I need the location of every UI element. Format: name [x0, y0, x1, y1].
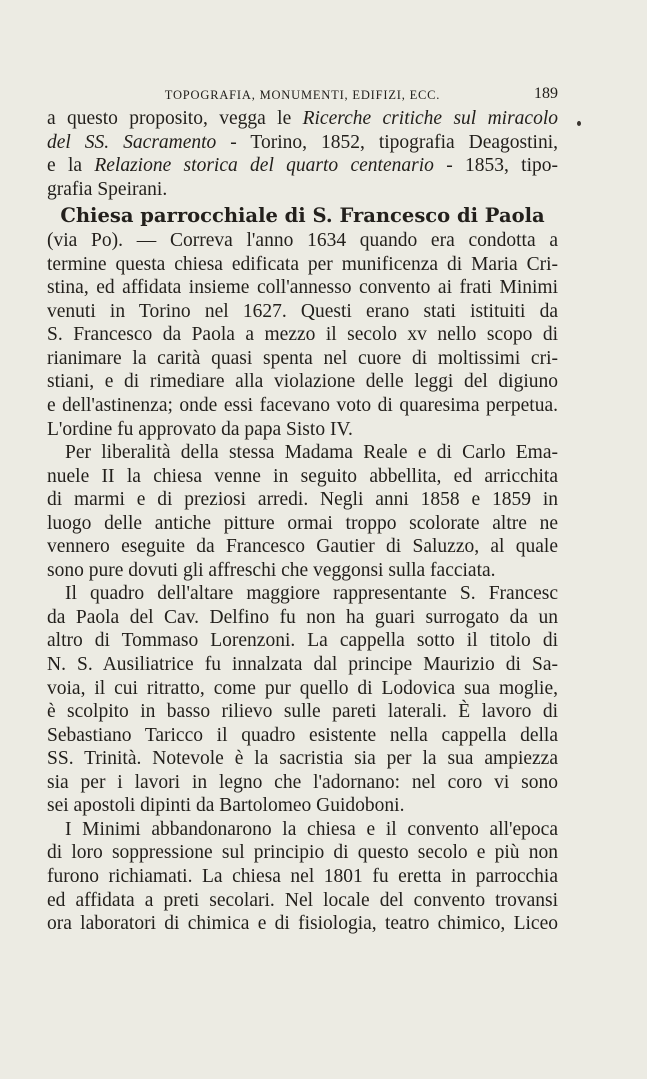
intro-line-3: e la Relazione storica del quarto centenario - 1853, tipo-	[47, 155, 558, 177]
section-line: stiani, e di rimediare alla violazione delle leggi del digiuno	[47, 371, 558, 393]
section-line: rianimare la carità quasi spenta nel cuore di moltissimi cri-	[47, 347, 558, 369]
paragraph-line: Per liberalità della stessa Madama Reale e di Carlo Ema-	[65, 442, 558, 464]
paragraph-line: Il quadro dell'altare maggiore rappresentante S. Francesc	[65, 583, 558, 605]
paragraph-line: di marmi e di preziosi arredi. Negli anni 1858 e 1859 in	[47, 489, 558, 511]
paragraph-line: sei apostoli dipinti da Bartolomeo Guidoboni.	[47, 795, 405, 817]
paragraph-line: da Paola del Cav. Delfino fu non ha guari surrogato da un	[47, 606, 558, 628]
paragraph-line: sia per i lavori in legno che l'adornano: nel coro vi sono	[47, 771, 558, 793]
body-text	[47, 107, 558, 936]
paragraph-line: N. S. Ausiliatrice fu innalzata dal principe Maurizio di Sa-	[47, 654, 558, 676]
intro-line-4: grafia Speirani.	[47, 178, 168, 200]
paragraph-line: altro di Tommaso Lorenzoni. La cappella sotto il titolo di	[47, 630, 558, 652]
paragraph-line: di loro soppressione sul principio di questo secolo e più non	[47, 842, 558, 864]
section-line: e dell'astinenza; onde essi facevano voto di quaresima perpetua.	[47, 395, 558, 417]
intro-line-2: del SS. Sacramento - Torino, 1852, tipografia Deagostini,	[47, 131, 558, 153]
paragraph-line: nuele II la chiesa venne in seguito abbellita, ed arricchita	[47, 465, 558, 487]
section-line: venuti in Torino nel 1627. Questi erano stati istituiti da	[47, 300, 558, 322]
paragraph-line: luogo delle antiche pitture ormai troppo scolorate altre ne	[47, 512, 558, 534]
section-heading: Chiesa parrocchiale di S. Francesco di Paola	[60, 204, 545, 228]
section-line: (via Po). — Correva l'anno 1634 quando era condotta a	[47, 230, 558, 252]
paragraph-line: è scolpito in basso rilievo sulle pareti laterali. È lavoro di	[47, 701, 558, 723]
paragraph-line: SS. Trinità. Notevole è la sacristia sia per la sua ampiezza	[47, 748, 558, 770]
running-title: TOPOGRAFIA, MONUMENTI, EDIFIZI, ECC.	[164, 88, 441, 102]
margin-speck	[577, 121, 581, 126]
paragraph-line: I Minimi abbandonarono la chiesa e il convento all'epoca	[65, 818, 558, 840]
section-line: termine questa chiesa edificata per munificenza di Maria Cri-	[47, 253, 558, 275]
intro-line-1: a questo proposito, vegga le Ricerche critiche sul miracolo	[47, 108, 558, 129]
section-line: S. Francesco da Paola a mezzo il secolo xv nello scopo di	[47, 324, 558, 346]
paragraph-line: voia, il cui ritratto, come pur quello di Lodovica sua moglie,	[47, 677, 558, 699]
paragraph-line: sono pure dovuti gli affreschi che veggonsi sulla facciata.	[47, 559, 496, 581]
paragraph-line: Sebastiano Taricco il quadro esistente nella cappella della	[47, 724, 558, 746]
page-number: 189	[534, 85, 558, 102]
paragraph-line: furono richiamati. La chiesa nel 1801 fu eretta in parrocchia	[47, 865, 558, 887]
page-header	[47, 85, 558, 107]
paragraph-line: vennero eseguite da Francesco Gautier di Saluzzo, al quale	[47, 536, 558, 558]
paragraph-line: ed affidata a preti secolari. Nel locale del convento trovansi	[47, 889, 558, 911]
section-line: stina, ed affidata insieme coll'annesso convento ai frati Minimi	[47, 277, 558, 299]
section-line: L'ordine fu approvato da papa Sisto IV.	[47, 418, 353, 440]
paragraph-line: ora laboratori di chimica e di fisiologia, teatro chimico, Liceo	[47, 913, 558, 935]
